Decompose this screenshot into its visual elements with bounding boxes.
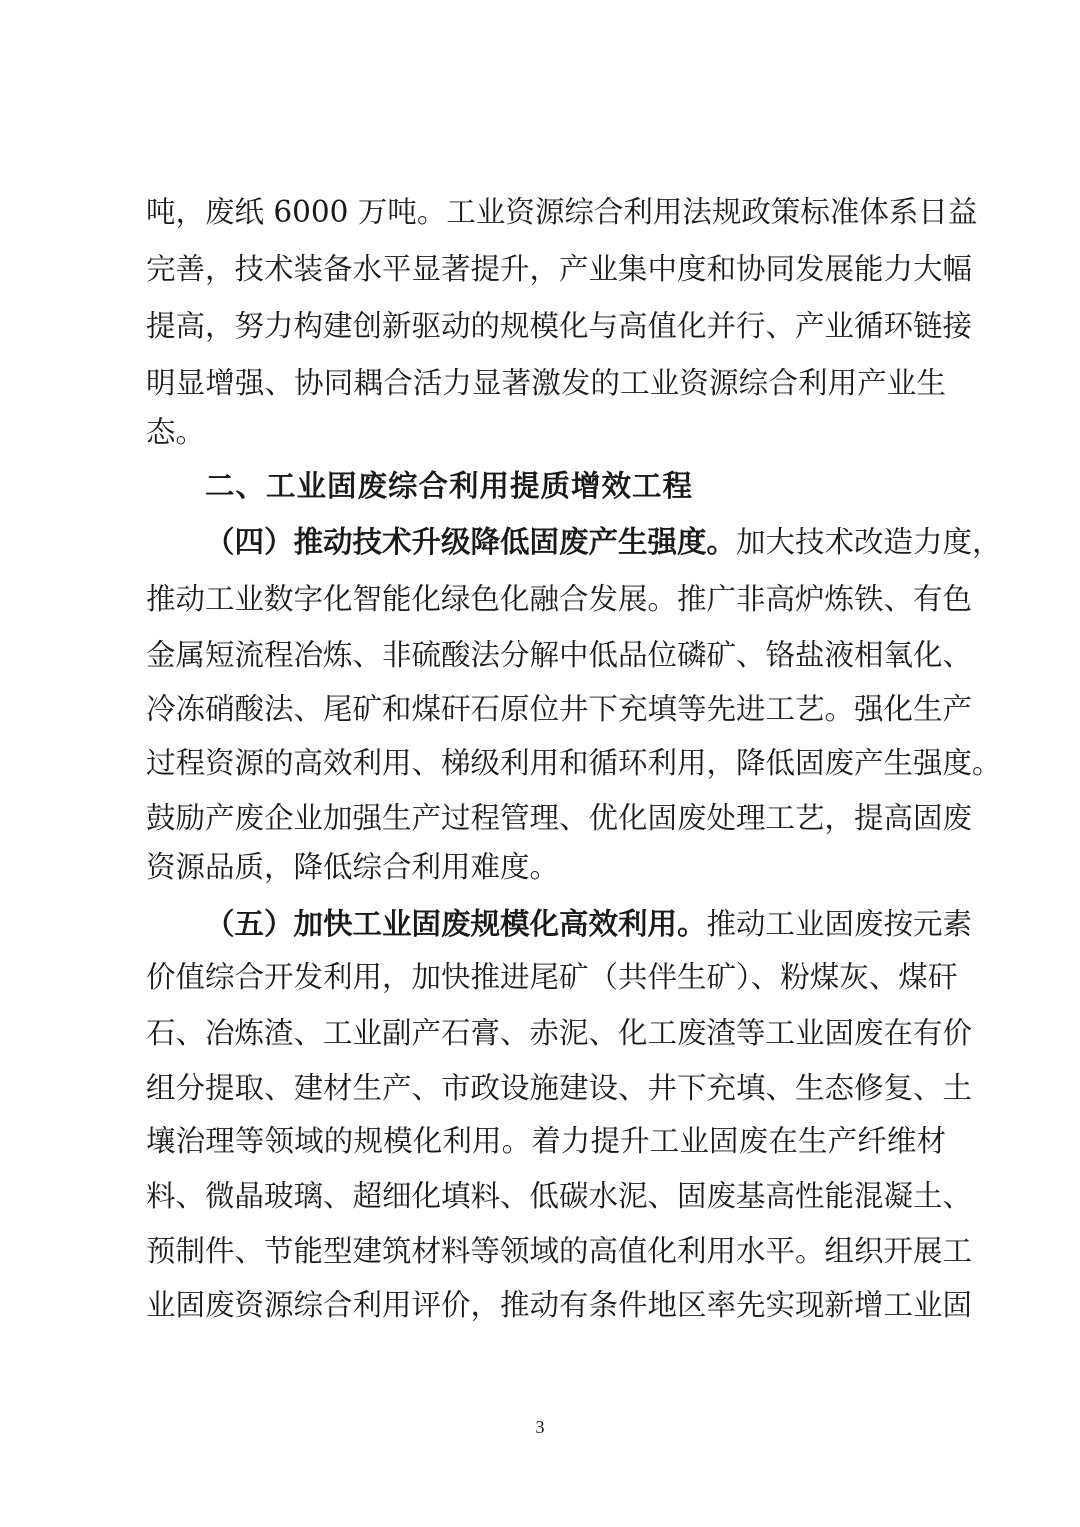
text-line: 态。 — [146, 415, 206, 449]
paragraph-lead: （四）推动技术升级降低固废产生强度。 — [205, 524, 737, 559]
text-line: 预制件、节能型建筑材料等领域的高值化利用水平。组织开展工 — [146, 1234, 973, 1268]
section-heading: 二、工业固废综合利用提质增效工程 — [205, 469, 694, 503]
text-line: 完善，技术装备水平显著提升，产业集中度和协同发展能力大幅 — [146, 252, 973, 286]
paragraph-lead: （五）加快工业固废规模化高效利用。 — [205, 906, 707, 941]
text-line: 推动工业数字化智能化绿色化融合发展。推广非高炉炼铁、有色 — [146, 582, 973, 616]
text-line: 明显增强、协同耦合活力显著激发的工业资源综合利用产业生 — [146, 366, 946, 400]
text-line: 资源品质，降低综合利用难度。 — [146, 850, 560, 884]
text-line: 价值综合开发利用，加快推进尾矿（共伴生矿）、粉煤灰、煤矸 — [146, 960, 958, 994]
text-line: 金属短流程冶炼、非硫酸法分解中低品位磷矿、铬盐液相氧化、 — [146, 638, 973, 672]
page-number: 3 — [535, 1417, 545, 1437]
text-line: 吨，废纸 6000 万吨。工业资源综合利用法规政策标准体系日益 — [146, 195, 978, 229]
text-line: 业固废资源综合利用评价，推动有条件地区率先实现新增工业固 — [146, 1288, 973, 1322]
text-line: 组分提取、建材生产、市政设施建设、井下充填、生态修复、土 — [146, 1071, 973, 1105]
text-line: 鼓励产废企业加强生产过程管理、优化固废处理工艺，提高固废 — [146, 801, 973, 835]
paragraph-first-line — [205, 520, 1002, 564]
text-line: 壤治理等领域的规模化利用。着力提升工业固废在生产纤维材 — [146, 1124, 946, 1158]
paragraph-first-line — [205, 902, 973, 946]
text-line: 提高，努力构建创新驱动的规模化与高值化并行、产业循环链接 — [146, 309, 973, 343]
text-line: 过程资源的高效利用、梯级利用和循环利用，降低固废产生强度。 — [146, 746, 1002, 780]
text-line: 冷冻硝酸法、尾矿和煤矸石原位井下充填等先进工艺。强化生产 — [146, 692, 973, 726]
paragraph-lead-rest: 推动工业固废按元素 — [706, 907, 973, 941]
paragraph-lead-rest: 加大技术改造力度， — [736, 525, 1002, 559]
text-line: 料、微晶玻璃、超细化填料、低碳水泥、固废基高性能混凝土、 — [146, 1179, 973, 1213]
text-line: 石、冶炼渣、工业副产石膏、赤泥、化工废渣等工业固废在有价 — [146, 1016, 973, 1050]
